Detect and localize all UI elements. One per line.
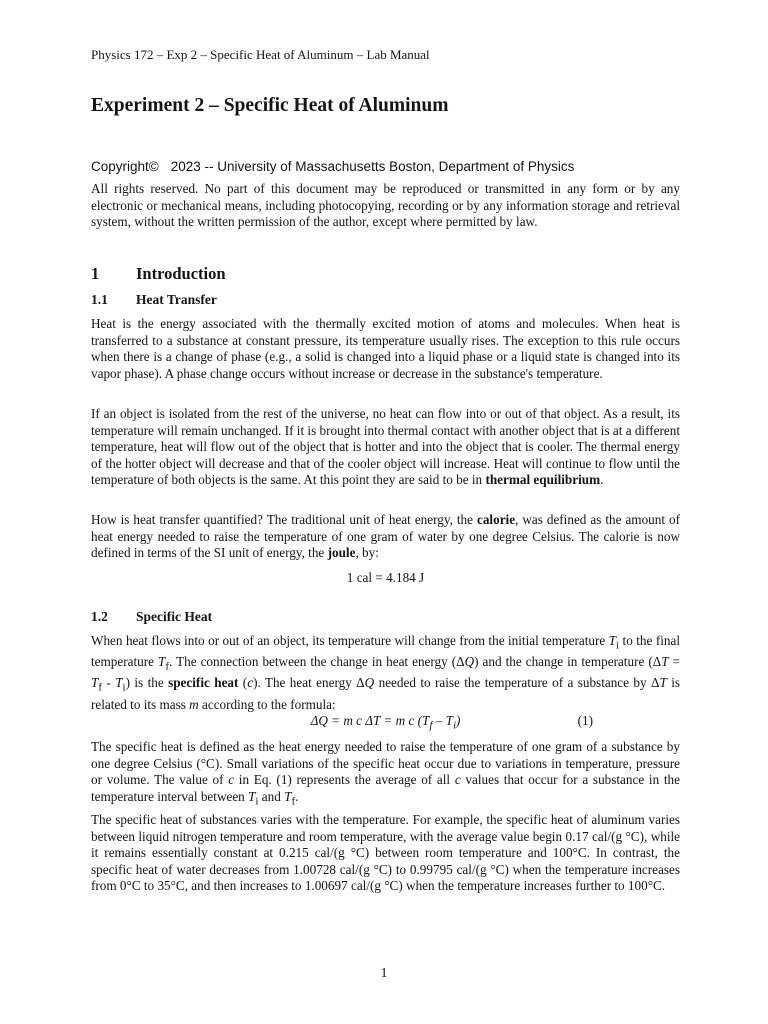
var: T bbox=[115, 675, 123, 691]
text-run: values that occur for a substance in the temperature interval between bbox=[91, 772, 680, 804]
copyright-holder: 2023 -- University of Massachusetts Boston, Department of Physics bbox=[170, 159, 575, 174]
subscript: f bbox=[291, 795, 296, 808]
document-title: Experiment 2 – Specific Heat of Aluminum bbox=[91, 95, 449, 116]
var: c bbox=[454, 772, 461, 788]
text-run: . The connection between the change in heat energy (Δ bbox=[169, 654, 465, 670]
var: T bbox=[248, 788, 256, 804]
term-joule: joule bbox=[327, 545, 356, 561]
section-title: Introduction bbox=[136, 264, 226, 283]
subsection-heading-heat-transfer bbox=[91, 292, 680, 308]
rights-paragraph: All rights reserved. No part of this document may be reproduced or transmitted in any form or by any electronic or mechanical means, including photocopying, recording or by any information storage and retrieval system, without the written permission of the author, except where permitted by law. bbox=[91, 181, 680, 230]
var: T bbox=[284, 788, 292, 804]
text-run: The specific heat is defined as the heat energy needed to raise the temperature of one gram of a substance by one degree Celsius (°C). Small variations of the specific heat occur due to variations in temperature, pressure or volume. The value of bbox=[91, 739, 680, 788]
heat-transfer-paragraph-2 bbox=[91, 406, 680, 489]
text-run: How is heat transfer quantified? The traditional unit of heat energy, the bbox=[91, 512, 477, 527]
text-run: and bbox=[258, 788, 285, 804]
text-run: is related to its mass bbox=[91, 675, 680, 712]
var: T bbox=[661, 654, 669, 670]
term-thermal-equilibrium: thermal equilibrium bbox=[485, 472, 601, 488]
text-run: , was defined as the amount of heat energy needed to raise the temperature of one gram of water by one degree Celsius. The calorie is now defined in terms of the SI unit of energy, the bbox=[91, 512, 680, 561]
copyright-label: Copyright© bbox=[91, 159, 159, 174]
running-head: Physics 172 – Exp 2 – Specific Heat of Aluminum – Lab Manual bbox=[91, 47, 430, 62]
specific-heat-paragraph-1 bbox=[91, 633, 680, 713]
term-specific-heat: specific heat bbox=[168, 675, 239, 691]
section-number: 1 bbox=[91, 264, 100, 283]
text-run: – T bbox=[432, 713, 453, 728]
text-run: ) bbox=[456, 713, 461, 728]
subsection-title: Heat Transfer bbox=[136, 292, 217, 307]
text-run: - bbox=[102, 675, 116, 691]
text-run: needed to raise the temperature of a substance by Δ bbox=[374, 675, 660, 691]
text-run: = bbox=[668, 654, 680, 670]
calorie-equation: 1 cal = 4.184 J bbox=[346, 570, 425, 585]
var: m bbox=[189, 696, 199, 712]
var: T bbox=[91, 675, 99, 691]
section-heading-introduction bbox=[91, 264, 680, 284]
subsection-heading-specific-heat bbox=[91, 609, 680, 625]
subscript: f bbox=[429, 719, 433, 732]
var: Q bbox=[464, 654, 475, 670]
term-calorie: calorie bbox=[476, 512, 516, 527]
subscript: i bbox=[255, 795, 259, 808]
text-run: ΔQ = m c ΔT = m c (T bbox=[310, 713, 430, 728]
text-run: . bbox=[600, 472, 604, 488]
specific-heat-paragraph-3: The specific heat of substances varies with the temperature. For example, the specific heat of aluminum varies between liquid nitrogen temperature and room temperature, with the average value begin 0.17 cal/(g °C), while it remains essentially constant at 0.215 cal/(g °C) between room temperature and 100°C. In contrast, the specific heat of water decreases from 1.00728 cal/(g °C) to 0.99795 cal/(g °C) when the temperature increases from 0°C to 35°C, and then increases to 1.00697 cal/(g °C) when the temperature increases further to 100°C. bbox=[91, 812, 680, 894]
var: T bbox=[659, 675, 667, 691]
text-run: ). The heat energy Δ bbox=[253, 675, 365, 691]
specific-heat-equation bbox=[91, 713, 680, 732]
text-run: ) is the bbox=[125, 675, 169, 691]
subscript: i bbox=[452, 719, 456, 732]
text-run: in Eq. (1) represents the average of all bbox=[234, 772, 455, 788]
text-run: ) and the change in temperature (Δ bbox=[474, 654, 662, 670]
subscript: i bbox=[122, 682, 126, 695]
subscript: i bbox=[616, 639, 620, 652]
heat-transfer-paragraph-1: Heat is the energy associated with the thermally excited motion of atoms and molecules. When heat is transferred to a substance at constant pressure, its temperature usually rises. The exception to this rule occurs when there is a change of phase (e.g., a solid is changed into a liquid phase or a liquid state is changed into its vapor phase). A phase change occurs without increase or decrease in the substance's temperature. bbox=[91, 316, 680, 381]
text-run: . bbox=[295, 788, 299, 804]
equation-number: (1) bbox=[577, 713, 593, 728]
page-number: 1 bbox=[380, 966, 388, 981]
specific-heat-paragraph-2 bbox=[91, 739, 680, 810]
subscript: f bbox=[98, 682, 103, 695]
subsection-number: 1.1 bbox=[91, 292, 108, 307]
copyright-line bbox=[91, 159, 680, 174]
subscript: f bbox=[165, 660, 169, 673]
heat-transfer-paragraph-3 bbox=[91, 512, 680, 562]
var: c bbox=[247, 675, 254, 691]
text-run: ( bbox=[238, 675, 248, 691]
text-run: When heat flows into or out of an object, its temperature will change from the initial temperature bbox=[91, 633, 609, 648]
text-run: If an object is isolated from the rest of the universe, no heat can flow into or out of that object. As a result, its temperature will remain unchanged. If it is brought into thermal contact with another object that is at a different temperature, heat will flow out of the object that is hotter and into the object that is cooler. The thermal energy of the hotter object will decrease and that of the cooler object will increase. Heat will continue to flow until the temperature of both objects is the same. At this point they are said to be in bbox=[91, 406, 680, 488]
var: T bbox=[608, 633, 617, 648]
var: c bbox=[228, 772, 235, 788]
subsection-number: 1.2 bbox=[91, 609, 108, 624]
var: T bbox=[157, 654, 166, 670]
text-run: , by: bbox=[355, 545, 379, 561]
var: Q bbox=[364, 675, 375, 691]
subsection-title: Specific Heat bbox=[136, 609, 213, 624]
text-run: according to the formula: bbox=[198, 696, 336, 712]
text-run: to the final temperature bbox=[91, 633, 680, 670]
